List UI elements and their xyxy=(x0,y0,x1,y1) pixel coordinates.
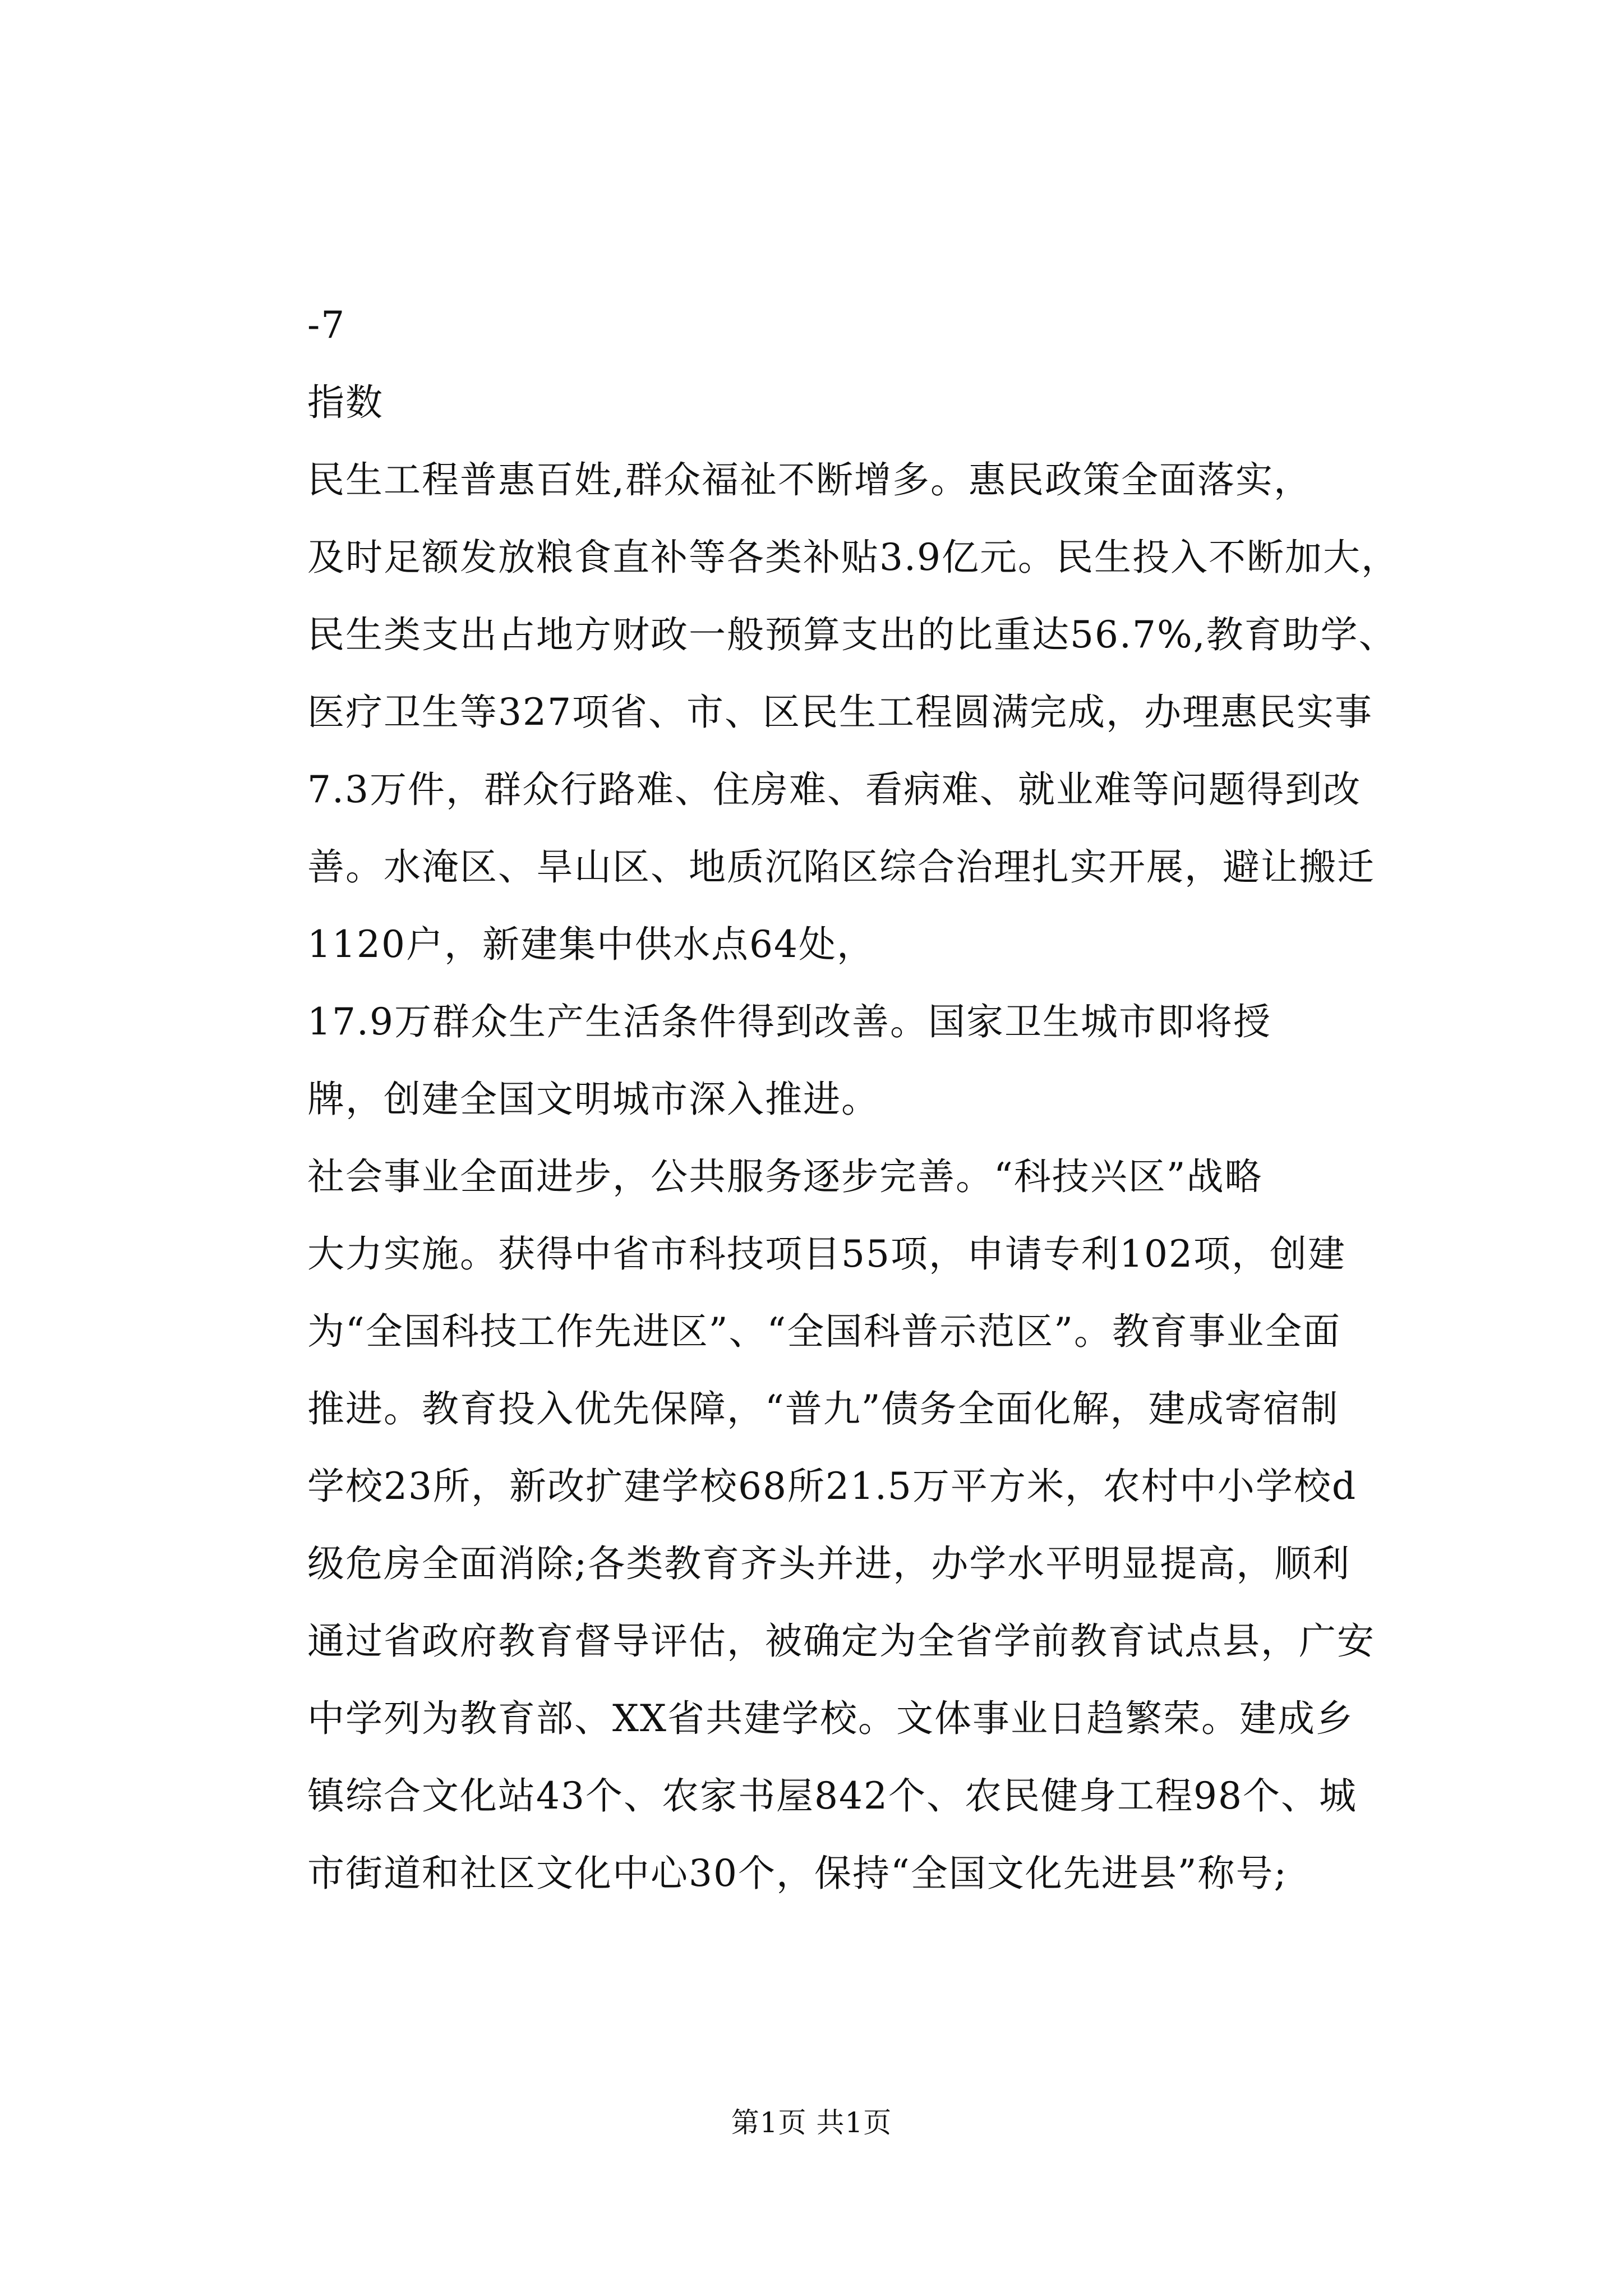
text-line-8: 善。水淹区、旱山区、地质沉陷区综合治理扎实开展，避让搬迁 xyxy=(307,845,1375,889)
text-line-20: 镇综合文化站43个、农家书屋842个、农民健身工程98个、城 xyxy=(307,1774,1357,1818)
text-line-3: 民生工程普惠百姓,群众福祉不断增多。惠民政策全面落实， xyxy=(307,458,1312,501)
text-line-15: 推进。教育投入优先保障，“普九”债务全面化解，建成寄宿制 xyxy=(307,1387,1339,1430)
text-line-7: 7.3万件，群众行路难、住房难、看病难、就业难等问题得到改 xyxy=(307,768,1361,811)
text-line-19: 中学列为教育部、XX省共建学校。文体事业日趋繁荣。建成乡 xyxy=(307,1697,1354,1740)
text-line-4: 及时足额发放粮食直补等各类补贴3.9亿元。民生投入不断加大， xyxy=(307,536,1399,579)
text-line-14: 为“全国科技工作先进区”、“全国科普示范区”。教育事业全面 xyxy=(307,1310,1341,1353)
text-line-12: 社会事业全面进步，公共服务逐步完善。“科技兴区”战略 xyxy=(307,1155,1263,1198)
text-line-1: -7 xyxy=(307,303,346,347)
text-line-9: 1120户，新建集中供水点64处， xyxy=(307,923,875,966)
text-line-13: 大力实施。获得中省市科技项目55项，申请专利102项，创建 xyxy=(307,1232,1346,1276)
text-line-21: 市街道和社区文化中心30个，保持“全国文化先进县”称号; xyxy=(307,1852,1288,1895)
text-line-16: 学校23所，新改扩建学校68所21.5万平方米，农村中小学校d xyxy=(307,1465,1357,1508)
text-line-10: 17.9万群众生产生活条件得到改善。国家卫生城市即将授 xyxy=(307,1000,1271,1043)
text-line-6: 医疗卫生等327项省、市、区民生工程圆满完成，办理惠民实事 xyxy=(307,691,1373,734)
text-line-17: 级危房全面消除;各类教育齐头并进，办学水平明显提高，顺利 xyxy=(307,1542,1351,1585)
text-line-2: 指数 xyxy=(307,381,384,424)
text-line-18: 通过省政府教育督导评估，被确定为全省学前教育试点县，广安 xyxy=(307,1619,1375,1663)
text-line-11: 牌，创建全国文明城市深入推进。 xyxy=(307,1078,879,1121)
text-line-5: 民生类支出占地方财政一般预算支出的比重达56.7%,教育助学、 xyxy=(307,613,1397,656)
page-footer: 第1页 共1页 xyxy=(731,2106,892,2139)
